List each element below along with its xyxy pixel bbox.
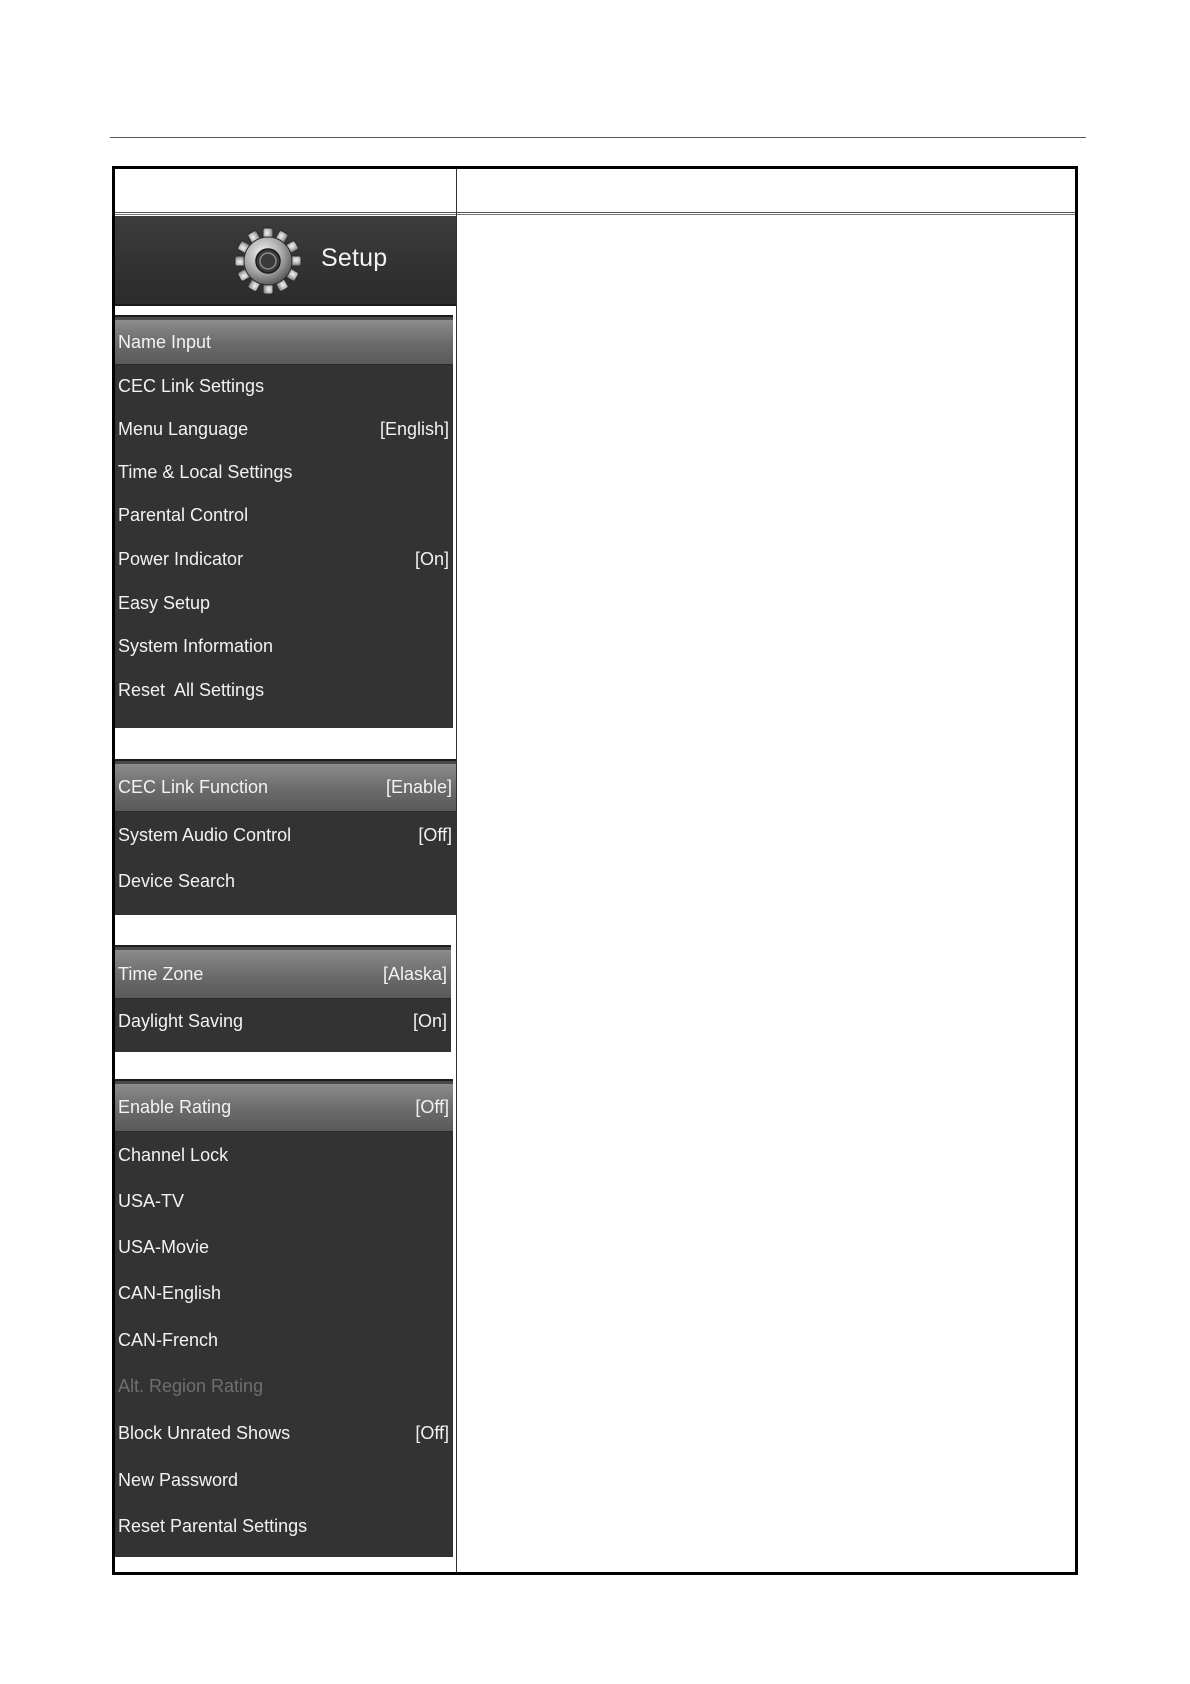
menu-item-value: [Enable]	[385, 777, 452, 797]
menu-screenshots-column	[115, 216, 456, 1557]
menu-item-label: Time & Local Settings	[118, 462, 293, 482]
menu-item-label: System Audio Control	[118, 824, 292, 845]
menu-item-label: Daylight Saving	[118, 1011, 244, 1031]
menu-item-easy-setup[interactable]	[115, 582, 453, 625]
menu-item-power-indicator[interactable]	[115, 537, 453, 582]
menu-item-usa-movie[interactable]	[115, 1224, 453, 1270]
menu-item-value: [English]	[379, 419, 449, 439]
menu-item-block-unrated-shows[interactable]	[115, 1409, 453, 1457]
menu-item-label: CAN-English	[118, 1283, 222, 1303]
menu-item-label: Parental Control	[118, 505, 249, 525]
parental-control-panel	[115, 1079, 453, 1557]
menu-item-new-password[interactable]	[115, 1457, 453, 1503]
menu-item-label: CEC Link Function	[118, 777, 269, 797]
setup-menu-panel	[115, 315, 453, 728]
menu-item-reset-all-settings[interactable]	[115, 668, 453, 713]
menu-item-label: Block Unrated Shows	[118, 1422, 291, 1443]
menu-item-menu-language[interactable]	[115, 408, 453, 451]
menu-item-label: USA-Movie	[118, 1236, 210, 1257]
menu-item-alt-region-rating	[115, 1363, 453, 1409]
menu-item-enable-rating[interactable]	[115, 1084, 453, 1132]
menu-item-system-audio-control[interactable]	[115, 812, 456, 858]
menu-item-value: [Off]	[418, 824, 452, 845]
menu-item-time-zone[interactable]	[115, 950, 451, 999]
menu-item-value: [Off]	[415, 1422, 449, 1443]
menu-item-label: System Information	[118, 636, 274, 656]
menu-item-label: Alt. Region Rating	[118, 1375, 264, 1396]
table-column-divider	[456, 169, 457, 1572]
menu-item-device-search[interactable]	[115, 858, 456, 904]
menu-item-value: [Off]	[415, 1097, 449, 1117]
menu-item-label: Reset All Settings	[118, 680, 265, 700]
menu-item-cec-link-settings[interactable]	[115, 365, 453, 408]
menu-item-time-and-local-settings[interactable]	[115, 451, 453, 494]
time-local-settings-panel	[115, 945, 451, 1052]
menu-item-reset-parental-settings[interactable]	[115, 1503, 453, 1550]
menu-item-label: Device Search	[118, 870, 236, 891]
top-divider	[110, 137, 1086, 138]
menu-item-label: Name Input	[118, 331, 212, 352]
menu-item-can-french[interactable]	[115, 1317, 453, 1363]
menu-item-daylight-saving[interactable]	[115, 999, 451, 1044]
menu-item-label: Power Indicator	[118, 549, 244, 569]
menu-item-label: Time Zone	[118, 963, 204, 984]
menu-item-label: Easy Setup	[118, 593, 211, 613]
menu-item-label: Enable Rating	[118, 1097, 232, 1117]
setup-header	[115, 216, 456, 306]
menu-item-label: CAN-French	[118, 1329, 219, 1350]
menu-item-value: [Alaska]	[382, 963, 447, 984]
menu-item-name-input[interactable]	[115, 320, 453, 365]
menu-item-value: [On]	[412, 1011, 447, 1031]
menu-item-label: Menu Language	[118, 419, 249, 439]
table-header-divider	[115, 212, 1075, 213]
menu-item-label: CEC Link Settings	[118, 376, 265, 396]
menu-item-label: USA-TV	[118, 1190, 185, 1211]
menu-item-label: New Password	[118, 1469, 239, 1490]
menu-item-can-english[interactable]	[115, 1270, 453, 1317]
menu-item-label: Reset Parental Settings	[118, 1516, 308, 1536]
menu-item-label: Channel Lock	[118, 1144, 229, 1165]
setup-title: Setup	[321, 244, 388, 272]
menu-item-parental-control[interactable]	[115, 494, 453, 537]
gear-icon	[233, 226, 303, 296]
menu-item-cec-link-function[interactable]	[115, 764, 456, 812]
menu-table	[112, 166, 1078, 1575]
menu-item-channel-lock[interactable]	[115, 1132, 453, 1178]
menu-item-system-information[interactable]	[115, 625, 453, 668]
cec-link-settings-panel	[115, 759, 456, 915]
menu-item-usa-tv[interactable]	[115, 1178, 453, 1224]
menu-item-value: [On]	[414, 549, 449, 569]
